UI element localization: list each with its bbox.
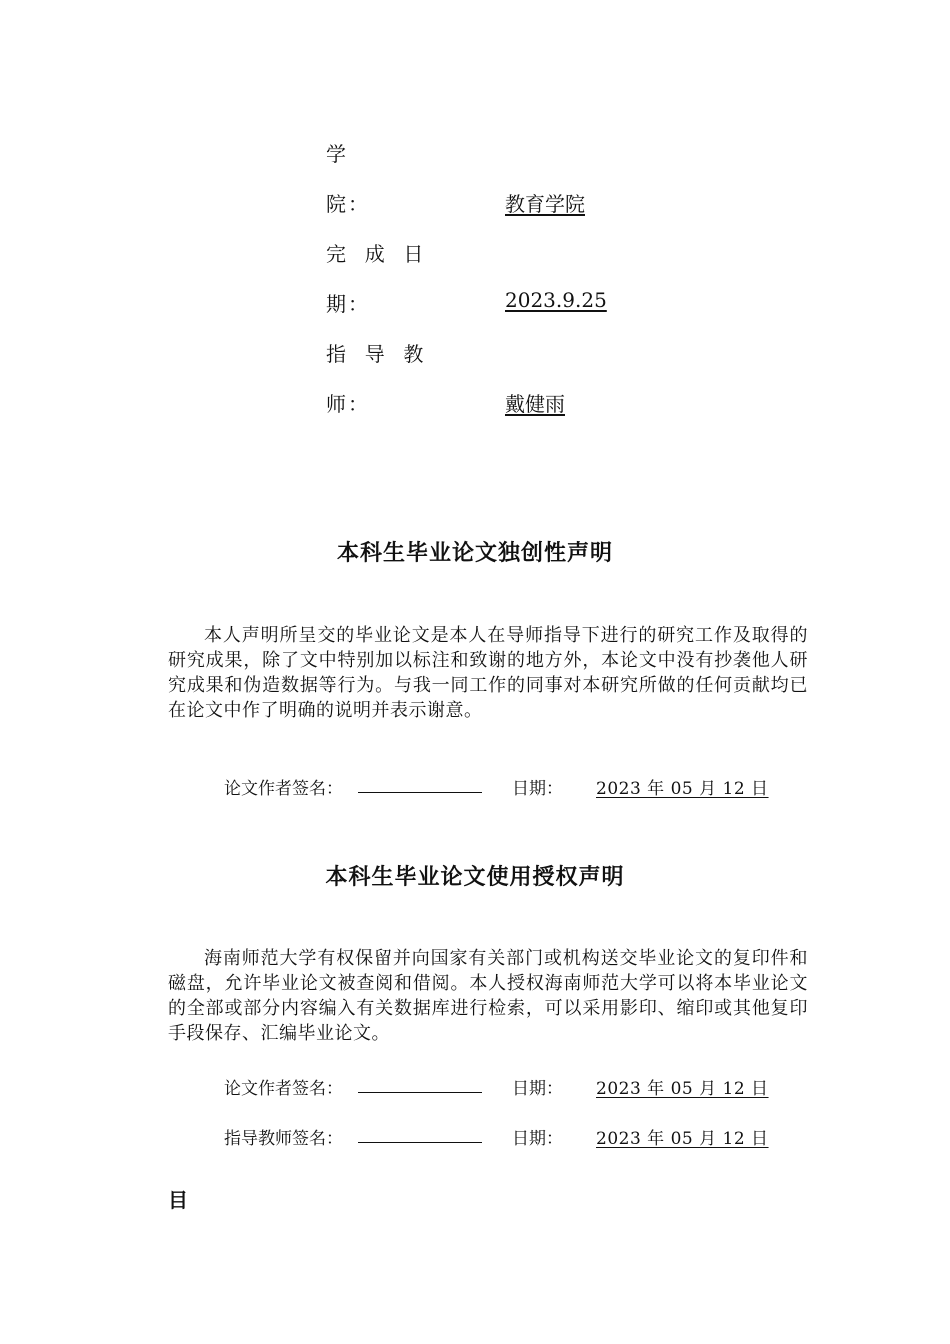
originality-date-label: 日期： — [512, 779, 563, 799]
completion-date-value — [449, 288, 607, 312]
originality-author-sign-line[interactable] — [358, 774, 482, 793]
originality-date-text: 2023 年 05 月 12 日 — [596, 779, 769, 799]
originality-date-value — [578, 774, 769, 799]
advisor-label-line2: 师： — [326, 392, 370, 416]
toc-heading: 目 — [168, 1188, 188, 1212]
authorization-advisor-date-value — [578, 1124, 769, 1149]
completion-date-text: 2023.9.25 — [505, 288, 607, 312]
authorization-advisor-sign-line[interactable] — [358, 1124, 482, 1143]
college-label-line1: 学 — [326, 142, 348, 166]
advisor-value-text: 戴健雨 — [505, 392, 565, 416]
originality-title: 本科生毕业论文独创性声明 — [336, 541, 613, 566]
authorization-advisor-sign-label: 指导教师签名： — [224, 1129, 343, 1149]
authorization-author-sign-line[interactable] — [358, 1074, 482, 1093]
originality-body — [168, 623, 808, 723]
authorization-body — [168, 946, 808, 1046]
authorization-author-date-text: 2023 年 05 月 12 日 — [596, 1079, 769, 1099]
authorization-body-text: 海南师范大学有权保留并向国家有关部门或机构送交毕业论文的复印件和磁盘，允许毕业论文被查阅和借阅。本人授权海南师范大学可以将本毕业论文的全部或部分内容编入有关数据库进行检索，可以采用影印、缩印或其他复印手段保存、汇编毕业论文。 — [168, 948, 808, 1044]
date-label-line2: 期： — [326, 292, 370, 316]
authorization-author-date-label: 日期： — [512, 1079, 563, 1099]
authorization-advisor-date-text: 2023 年 05 月 12 日 — [596, 1129, 769, 1149]
date-label-line1: 完 成 日 — [326, 242, 426, 266]
originality-author-sign-label: 论文作者签名： — [224, 779, 343, 799]
authorization-advisor-date-label: 日期： — [512, 1129, 563, 1149]
advisor-value — [449, 388, 565, 417]
college-value — [449, 188, 585, 217]
advisor-label-line1: 指 导 教 — [326, 342, 426, 366]
college-label-line2: 院： — [326, 192, 370, 216]
authorization-author-date-value — [578, 1074, 769, 1099]
authorization-author-sign-label: 论文作者签名： — [224, 1079, 343, 1099]
authorization-title: 本科生毕业论文使用授权声明 — [325, 865, 625, 890]
college-value-text: 教育学院 — [505, 192, 585, 216]
originality-body-text: 本人声明所呈交的毕业论文是本人在导师指导下进行的研究工作及取得的研究成果，除了文中特别加以标注和致谢的地方外，本论文中没有抄袭他人研究成果和伪造数据等行为。与我一同工作的同事对本研究所做的任何贡献均已在论文中作了明确的说明并表示谢意。 — [168, 625, 808, 721]
